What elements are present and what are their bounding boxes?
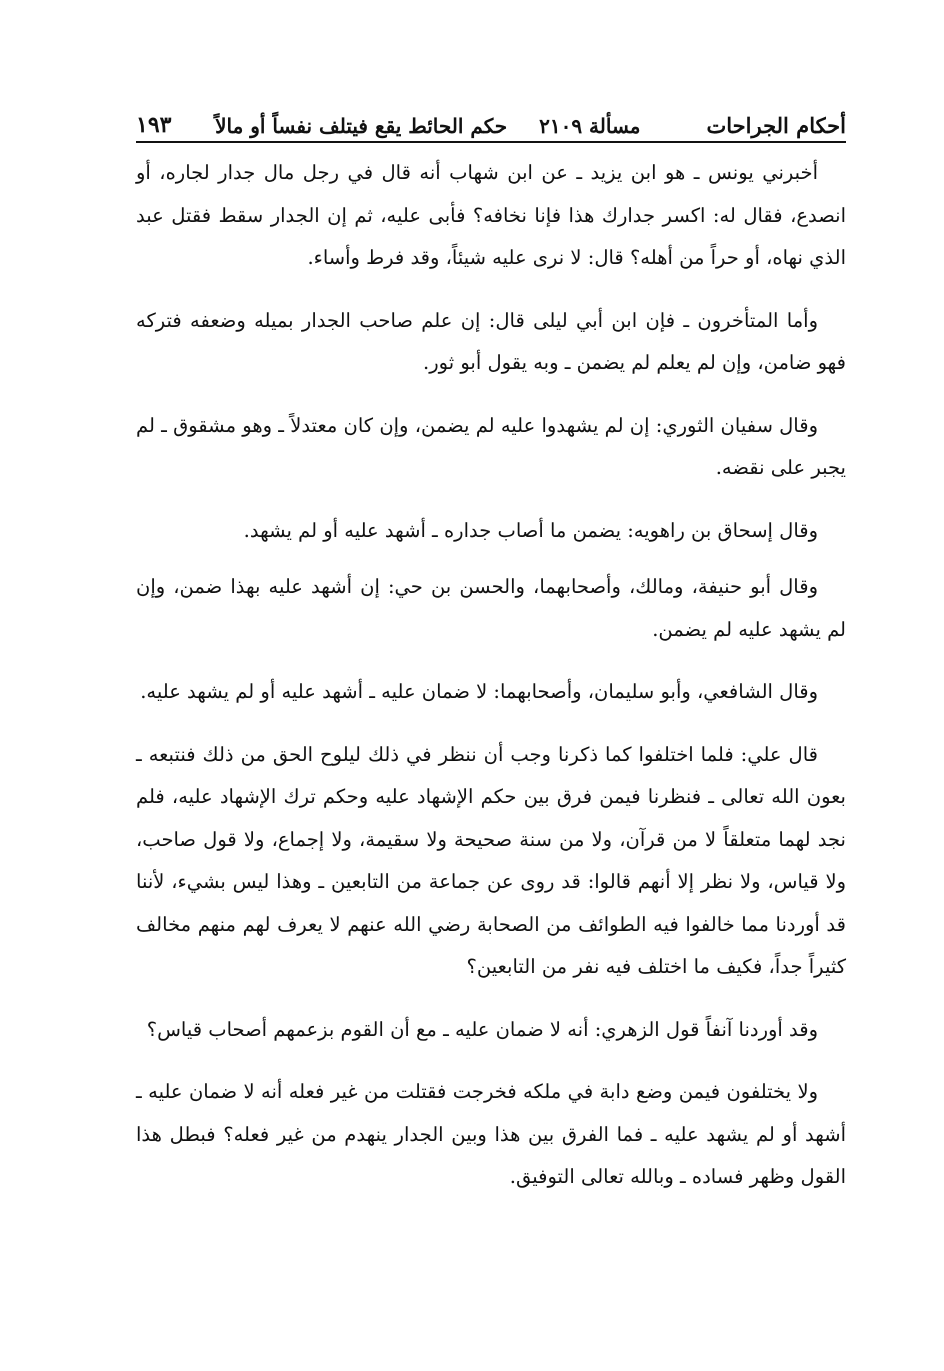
page-number: ١٩٣ — [136, 112, 172, 138]
book-title: أحكام الجراحات — [706, 113, 846, 138]
paragraph: وقال سفيان الثوري: إن لم يشهدوا عليه لم يضمن، وإن كان معتدلاً ـ وهو مشقوق ـ لم يجبر على نقضه. — [136, 413, 846, 479]
paragraph: وقال أبو حنيفة، ومالك، وأصحابهما، والحسن بن حي: إن أشهد عليه بهذا ضمن، وإن لم يشهد عليه لم يضمن. — [136, 575, 846, 641]
running-header — [136, 92, 846, 138]
paragraph: وقال إسحاق بن راهويه: يضمن ما أصاب جداره ـ أشهد عليه أو لم يشهد. — [243, 518, 818, 542]
body-text — [136, 152, 846, 1219]
paragraph: قال علي: فلما اختلفوا كما ذكرنا وجب أن ننظر في ذلك ليلوح الحق من ذلك فنتبعه ـ بعون الله تعالى ـ فنظرنا فيمن فرق بين حكم الإشهاد عليه وحكم ترك الإشهاد عليه، فلم نجد لهما متعلقاً لا من قرآن، ولا من سنة صحيحة ولا سقيمة، ولا إجماع، ولا قول صاحب، ولا قياس، ولا نظر إلا أنهم قالوا: قد روى عن جماعة من التابعين ـ وهذا ليس بشيء، لأننا قد أوردنا مما خالفوا فيه الطوائف من الصحابة رضي الله عنهم لا يعرف لهم منهم مخالف كثيراً جداً، فكيف ما اختلف فيه نفر من التابعين؟ — [136, 742, 846, 978]
issue-number: مسألة ٢١٠٩ — [539, 114, 641, 138]
issue-topic: حكم الحائط يقع فيتلف نفساً أو مالاً — [215, 114, 508, 138]
header-rule — [136, 141, 846, 143]
paragraph: أخبرني يونس ـ هو ابن يزيد ـ عن ابن شهاب أنه قال في رجل مال جدار لجاره، أو انصدع، فقال له: اكسر جدارك هذا فإنا نخافه؟ فأبى عليه، ثم إن الجدار سقط فقتل عبد الذي نهاه، أو حراً من أهله؟ قال: لا نرى عليه شيئاً، وقد فرط وأساء. — [136, 161, 846, 269]
paragraph: وأما المتأخرون ـ فإن ابن أبي ليلى قال: إن علم صاحب الجدار بميله وضعفه فتركه فهو ضامن، وإن لم يعلم لم يضمن ـ وبه يقول أبو ثور. — [136, 308, 846, 374]
paragraph: وقد أوردنا آنفاً قول الزهري: أنه لا ضمان عليه ـ مع أن القوم بزعمهم أصحاب قياس؟ — [146, 1017, 818, 1041]
paragraph: وقال الشافعي، وأبو سليمان، وأصحابهما: لا ضمان عليه ـ أشهد عليه أو لم يشهد عليه. — [140, 680, 818, 703]
paragraph: ولا يختلفون فيمن وضع دابة في ملكه فخرجت فقتلت من غير فعله أنه لا ضمان عليه ـ أشهد أو لم يشهد عليه ـ فما الفرق بين هذا وبين الجدار ينهدم من غير فعله؟ فبطل هذا القول وظهر فساده ـ وبالله تعالى التوفيق. — [136, 1080, 846, 1188]
